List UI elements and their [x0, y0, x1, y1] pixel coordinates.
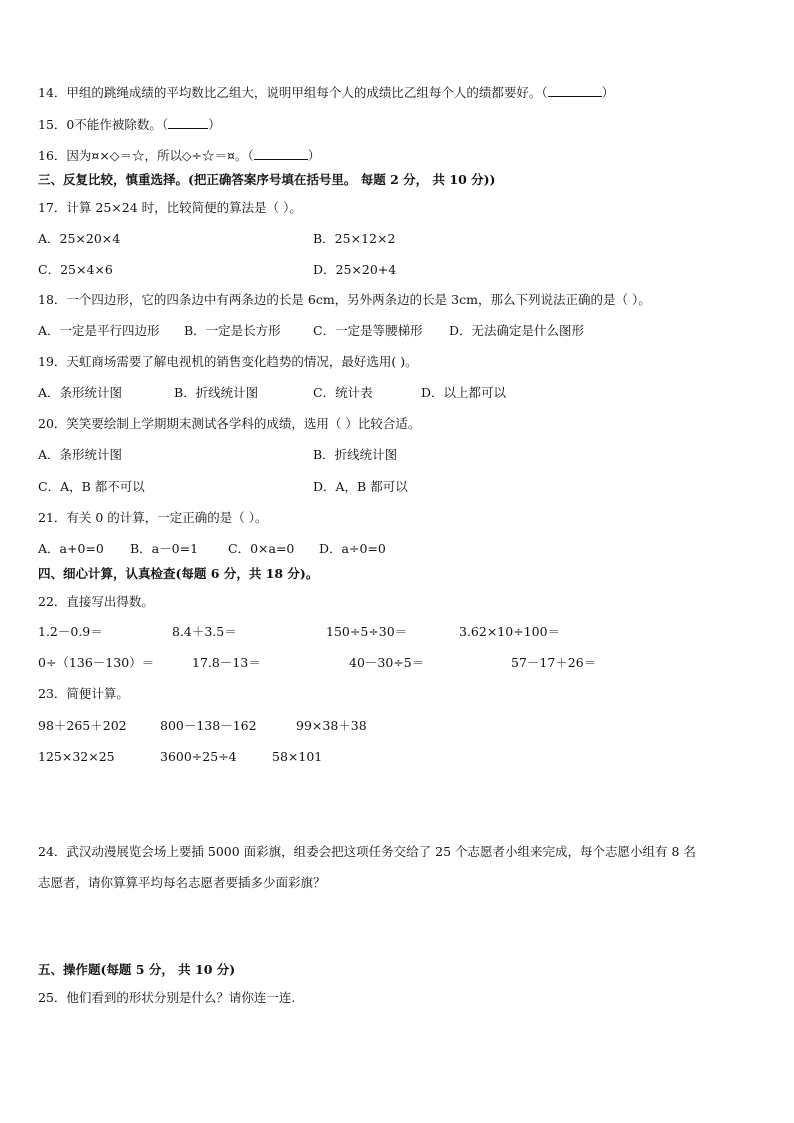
- option-21-a[interactable]: A．a+0=0: [38, 541, 104, 556]
- question-24-line-1: 24．武汉动漫展览会场上要插 5000 面彩旗，组委会把这项任务交给了 25 个志愿者小组来完成，每个志愿小组有 8 名: [38, 844, 696, 859]
- calc-item: 800－138－162: [160, 718, 257, 733]
- option-21-b[interactable]: B．a－0=1: [130, 541, 199, 556]
- calc-item: 58×101: [272, 749, 323, 764]
- calc-item: 0÷（136－130）＝: [38, 655, 155, 670]
- calc-item: 57－17＋26＝: [511, 655, 597, 670]
- section-4-heading: 四、细心计算，认真检查(每题 6 分，共 18 分)。: [38, 566, 319, 581]
- option-18-c[interactable]: C．一定是等腰梯形: [313, 323, 423, 338]
- question-18: 18．一个四边形，它的四条边中有两条边的长是 6cm，另外两条边的长是 3cm，那么下列说法正确的是（ ）。: [38, 292, 651, 307]
- calc-item: 8.4＋3.5＝: [172, 624, 237, 639]
- option-21-d[interactable]: D．a÷0=0: [319, 541, 386, 556]
- option-18-b[interactable]: B．一定是长方形: [184, 323, 281, 338]
- question-14: 14．甲组的跳绳成绩的平均数比乙组大，说明甲组每个人的成绩比乙组每个人的绩都要好。（ ）: [38, 85, 615, 100]
- option-19-c[interactable]: C．统计表: [313, 385, 373, 400]
- calc-item: 99×38＋38: [296, 718, 367, 733]
- question-21: 21．有关 0 的计算，一定正确的是（ ）。: [38, 510, 268, 525]
- option-17-a[interactable]: A．25×20×4: [38, 231, 121, 246]
- section-5-heading: 五、操作题(每题 5 分， 共 10 分): [38, 962, 236, 977]
- calc-item: 40－30÷5＝: [349, 655, 425, 670]
- answer-blank[interactable]: [548, 84, 602, 97]
- calc-item: 1.2－0.9＝: [38, 624, 103, 639]
- option-19-d[interactable]: D．以上都可以: [421, 385, 507, 400]
- question-19: 19．天虹商场需要了解电视机的销售变化趋势的情况，最好选用( )。: [38, 354, 418, 369]
- calc-item: 150÷5÷30＝: [326, 624, 408, 639]
- option-20-d[interactable]: D．A，B 都可以: [313, 479, 408, 494]
- question-22: 22．直接写出得数。: [38, 594, 154, 609]
- question-20: 20．笑笑要绘制上学期期末测试各学科的成绩，选用（ ）比较合适。: [38, 416, 421, 431]
- calc-item: 98＋265＋202: [38, 718, 127, 733]
- option-19-a[interactable]: A．条形统计图: [38, 385, 123, 400]
- calc-item: 17.8－13＝: [192, 655, 261, 670]
- question-23: 23．简便计算。: [38, 686, 129, 701]
- answer-blank[interactable]: [168, 116, 208, 129]
- calc-item: 3.62×10÷100＝: [459, 624, 561, 639]
- question-24-line-2: 志愿者，请你算算平均每名志愿者要插多少面彩旗？: [38, 875, 326, 890]
- answer-blank[interactable]: [254, 147, 308, 160]
- section-3-heading: 三、反复比较，慎重选择。(把正确答案序号填在括号里。 每题 2 分， 共 10 分)): [38, 172, 496, 187]
- question-16: 16．因为¤×◇＝☆，所以◇÷☆＝¤。（ ）: [38, 148, 321, 163]
- question-17: 17．计算 25×24 时，比较简便的算法是（ ）。: [38, 200, 302, 215]
- option-18-a[interactable]: A．一定是平行四边形: [38, 323, 160, 338]
- calc-item: 3600÷25÷4: [160, 749, 237, 764]
- option-18-d[interactable]: D．无法确定是什么图形: [449, 323, 585, 338]
- option-19-b[interactable]: B．折线统计图: [174, 385, 259, 400]
- option-17-c[interactable]: C．25×4×6: [38, 262, 113, 277]
- calc-item: 125×32×25: [38, 749, 115, 764]
- question-25: 25．他们看到的形状分别是什么？请你连一连.: [38, 990, 296, 1005]
- option-20-c[interactable]: C．A，B 都不可以: [38, 479, 145, 494]
- option-21-c[interactable]: C．0×a=0: [228, 541, 295, 556]
- option-20-b[interactable]: B．折线统计图: [313, 447, 398, 462]
- option-20-a[interactable]: A．条形统计图: [38, 447, 123, 462]
- question-15: 15．0不能作被除数。（ ）: [38, 117, 221, 132]
- option-17-d[interactable]: D．25×20+4: [313, 262, 397, 277]
- option-17-b[interactable]: B．25×12×2: [313, 231, 396, 246]
